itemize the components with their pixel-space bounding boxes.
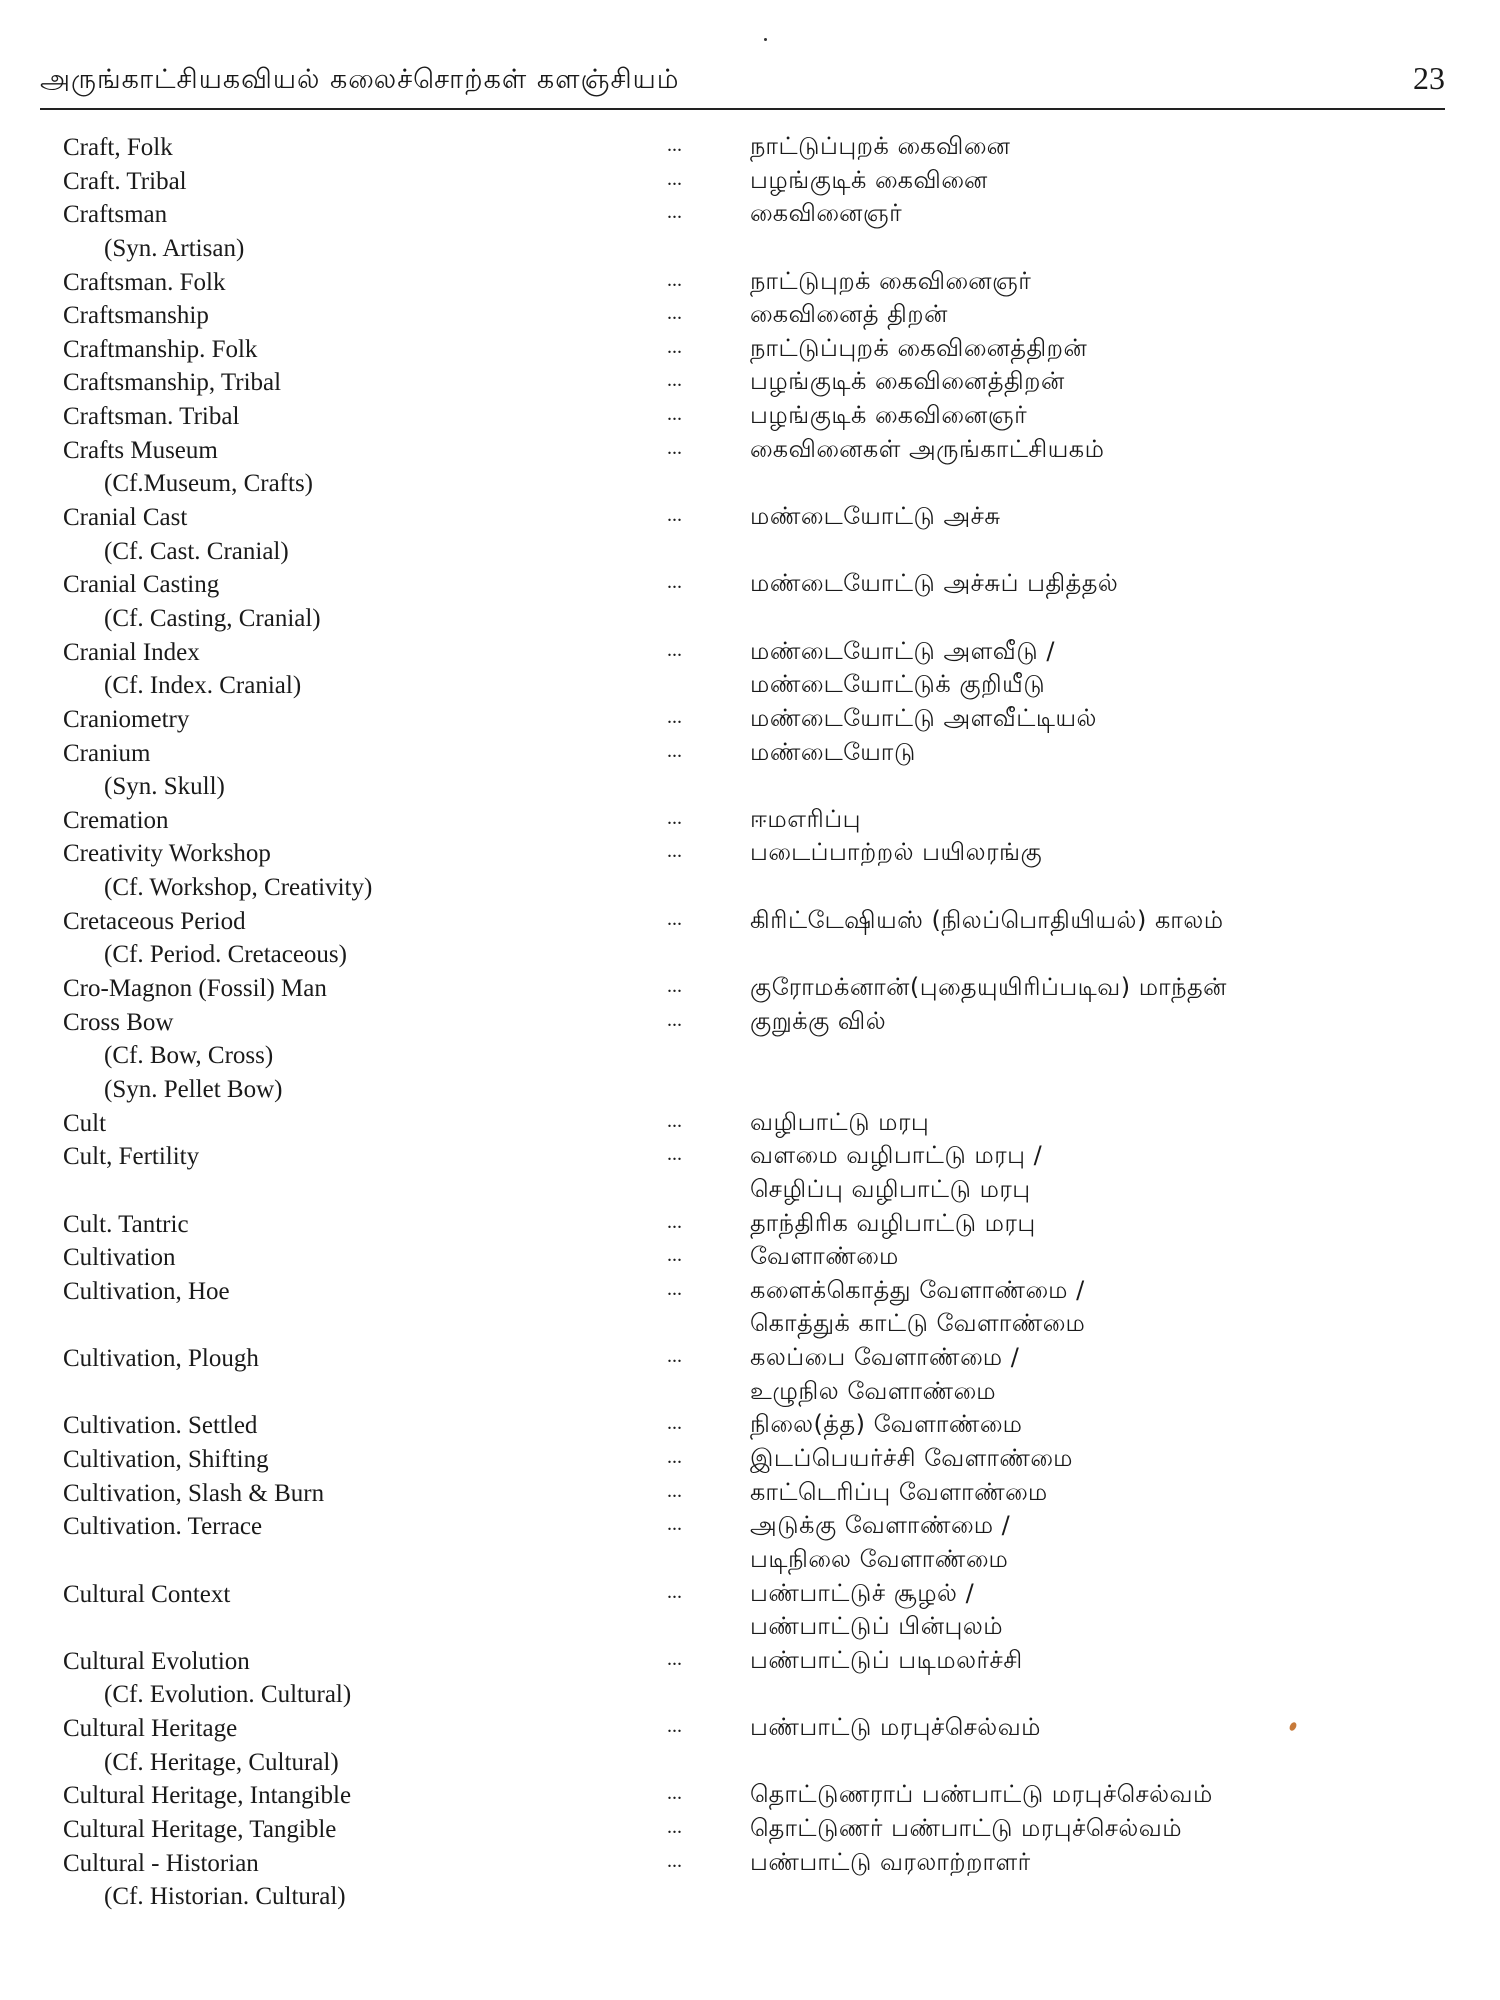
leader-dots: ... — [667, 302, 682, 325]
glossary-row — [0, 300, 1500, 334]
english-term: Cultural Evolution — [63, 1647, 250, 1675]
english-term: Craft. Tribal — [63, 167, 187, 195]
glossary-row — [0, 1040, 1500, 1074]
tamil-term: படைப்பாற்றல் பயிலரங்கு — [750, 838, 1043, 867]
english-term: Cultivation, Hoe — [63, 1277, 230, 1305]
glossary-row — [0, 1309, 1500, 1343]
tamil-term: வளமை வழிபாட்டு மரபு / — [750, 1141, 1043, 1170]
tamil-term: காட்டெரிப்பு வேளாண்மை — [750, 1477, 1048, 1506]
tamil-term: கைவினைத் திறன் — [750, 300, 948, 329]
glossary-row — [0, 603, 1500, 637]
cross-reference: (Cf. Bow, Cross) — [104, 1042, 274, 1070]
leader-dots: ... — [667, 268, 682, 291]
english-term: Cultural Heritage — [63, 1715, 238, 1743]
tamil-term: நாட்டுப்புறக் கைவினைத்திறன் — [750, 333, 1088, 362]
tamil-term: குறுக்கு வில் — [750, 1006, 887, 1035]
leader-dots: ... — [667, 638, 682, 661]
tamil-term: மண்டையோட்டு அளவீடு / — [750, 636, 1055, 665]
english-term: Craniometry — [63, 705, 190, 733]
tamil-term: தொட்டுணராப் பண்பாட்டு மரபுச்செல்வம் — [750, 1780, 1213, 1809]
leader-dots: ... — [667, 1210, 682, 1233]
english-term: Cross Bow — [63, 1008, 174, 1036]
leader-dots: ... — [667, 335, 682, 358]
leader-dots: ... — [667, 201, 682, 224]
tamil-term: பழங்குடிக் கைவினைஞர் — [750, 401, 1028, 430]
english-term: Cultivation — [63, 1244, 176, 1272]
tamil-term: உழுநில வேளாண்மை — [750, 1376, 997, 1405]
leader-dots: ... — [667, 1345, 682, 1368]
cross-reference: (Syn. Skull) — [104, 773, 225, 801]
leader-dots: ... — [667, 705, 682, 728]
tamil-term: பண்பாட்டுச் சூழல் / — [750, 1578, 975, 1607]
glossary-row — [0, 502, 1500, 536]
glossary-row — [0, 468, 1500, 502]
leader-dots: ... — [667, 1143, 682, 1166]
leader-dots: ... — [667, 1008, 682, 1031]
english-term: Cranium — [63, 739, 151, 767]
glossary-row — [0, 1343, 1500, 1377]
cross-reference: (Cf.Museum, Crafts) — [104, 470, 313, 498]
scan-dot — [764, 38, 767, 41]
cross-reference: (Cf. Index. Cranial) — [104, 672, 302, 700]
glossary-row — [0, 132, 1500, 166]
english-term: Crafts Museum — [63, 436, 218, 464]
english-term: Cultural Heritage, Tangible — [63, 1816, 337, 1844]
english-term: Cranial Cast — [63, 504, 188, 532]
tamil-term: மண்டையோடு — [750, 737, 916, 766]
tamil-term: கொத்துக் காட்டு வேளாண்மை — [750, 1309, 1086, 1338]
english-term: Cultural Context — [63, 1580, 231, 1608]
glossary-row — [0, 1747, 1500, 1781]
glossary-row — [0, 1814, 1500, 1848]
glossary-row — [0, 637, 1500, 671]
english-term: Cultivation, Shifting — [63, 1445, 269, 1473]
glossary-row — [0, 1007, 1500, 1041]
glossary-row — [0, 704, 1500, 738]
glossary-row — [0, 1377, 1500, 1411]
english-term: Cultural - Historian — [63, 1849, 259, 1877]
glossary-row — [0, 536, 1500, 570]
tamil-term: நாட்டுபுறக் கைவினைஞர் — [750, 266, 1032, 295]
glossary-row — [0, 1646, 1500, 1680]
leader-dots: ... — [667, 1244, 682, 1267]
glossary-row — [0, 334, 1500, 368]
english-term: Cultivation. Settled — [63, 1412, 258, 1440]
tamil-term: நிலை(த்த) வேளாண்மை — [750, 1410, 1023, 1439]
leader-dots: ... — [667, 436, 682, 459]
glossary-row — [0, 973, 1500, 1007]
tamil-term: தாந்திரிக வழிபாட்டு மரபு — [750, 1208, 1036, 1237]
glossary-row — [0, 906, 1500, 940]
tamil-term: பண்பாட்டு வரலாற்றாளர் — [750, 1847, 1031, 1876]
glossary-row — [0, 872, 1500, 906]
leader-dots: ... — [667, 1445, 682, 1468]
glossary-row — [0, 1276, 1500, 1310]
tamil-term: பழங்குடிக் கைவினை — [750, 165, 988, 194]
tamil-term: பண்பாட்டுப் பின்புலம் — [750, 1612, 1004, 1641]
english-term: Cult — [63, 1109, 107, 1137]
tamil-term: கைவினைகள் அருங்காட்சியகம் — [750, 434, 1105, 463]
tamil-term: பழங்குடிக் கைவினைத்திறன் — [750, 367, 1065, 396]
leader-dots: ... — [667, 134, 682, 156]
english-term: Cultivation. Terrace — [63, 1513, 263, 1541]
cross-reference: (Cf. Historian. Cultural) — [104, 1883, 346, 1911]
tamil-term: செழிப்பு வழிபாட்டு மரபு — [750, 1174, 1031, 1203]
glossary-row — [0, 435, 1500, 469]
cross-reference: (Cf. Workshop, Creativity) — [104, 874, 373, 902]
glossary-row — [0, 738, 1500, 772]
glossary-row — [0, 1848, 1500, 1882]
leader-dots: ... — [667, 1816, 682, 1839]
glossary-row — [0, 199, 1500, 233]
tamil-term: கிரிட்டேஷியஸ் (நிலப்பொதியியல்) காலம் — [750, 905, 1224, 934]
english-term: Creativity Workshop — [63, 840, 271, 868]
glossary-row — [0, 1108, 1500, 1142]
glossary-row — [0, 1444, 1500, 1478]
glossary-row — [0, 1141, 1500, 1175]
tamil-term: வேளாண்மை — [750, 1242, 899, 1271]
cross-reference: (Cf. Casting, Cranial) — [104, 604, 321, 632]
glossary-row — [0, 1511, 1500, 1545]
tamil-term: குரோமக்னான்(புதையுயிரிப்படிவ) மாந்தன் — [750, 973, 1227, 1002]
glossary-row — [0, 939, 1500, 973]
glossary-row — [0, 1242, 1500, 1276]
leader-dots: ... — [667, 806, 682, 829]
leader-dots: ... — [667, 1580, 682, 1603]
leader-dots: ... — [667, 739, 682, 762]
tamil-term: தொட்டுணர் பண்பாட்டு மரபுச்செல்வம் — [750, 1814, 1183, 1843]
glossary-row — [0, 1579, 1500, 1613]
glossary-row — [0, 267, 1500, 301]
english-term: Craftsman. Folk — [63, 268, 226, 296]
leader-dots: ... — [667, 1277, 682, 1300]
tamil-term: கைவினைஞர் — [750, 199, 903, 228]
leader-dots: ... — [667, 1109, 682, 1132]
tamil-term: படிநிலை வேளாண்மை — [750, 1544, 1009, 1573]
english-term: Cranial Index — [63, 638, 200, 666]
cross-reference: (Syn. Artisan) — [104, 234, 245, 262]
english-term: Cranial Casting — [63, 571, 220, 599]
leader-dots: ... — [667, 1715, 682, 1738]
glossary-row — [0, 1175, 1500, 1209]
tamil-term: மண்டையோட்டு அச்சுப் பதித்தல் — [750, 569, 1119, 598]
page-header — [40, 60, 1445, 110]
glossary-entries — [0, 132, 1500, 1915]
tamil-term: அடுக்கு வேளாண்மை / — [750, 1511, 1011, 1540]
leader-dots: ... — [667, 907, 682, 930]
leader-dots: ... — [667, 840, 682, 863]
english-term: Craftsman — [63, 201, 168, 229]
leader-dots: ... — [667, 167, 682, 190]
english-term: Craftsman. Tribal — [63, 403, 240, 431]
tamil-term: இடப்பெயர்ச்சி வேளாண்மை — [750, 1443, 1073, 1472]
leader-dots: ... — [667, 1412, 682, 1435]
english-term: Craft, Folk — [63, 134, 173, 161]
leader-dots: ... — [667, 1479, 682, 1502]
english-term: Cultivation, Plough — [63, 1345, 259, 1373]
tamil-term: கலப்பை வேளாண்மை / — [750, 1343, 1020, 1372]
tamil-term: ஈமஎரிப்பு — [750, 804, 861, 833]
tamil-term: நாட்டுப்புறக் கைவினை — [750, 132, 1011, 160]
leader-dots: ... — [667, 1782, 682, 1805]
glossary-row — [0, 771, 1500, 805]
glossary-row — [0, 1545, 1500, 1579]
leader-dots: ... — [667, 1647, 682, 1670]
glossary-row — [0, 1679, 1500, 1713]
glossary-row — [0, 1881, 1500, 1915]
cross-reference: (Syn. Pellet Bow) — [104, 1075, 283, 1103]
glossary-row — [0, 805, 1500, 839]
glossary-row — [0, 1410, 1500, 1444]
english-term: Cultivation, Slash & Burn — [63, 1479, 325, 1507]
english-term: Craftsmanship — [63, 302, 209, 330]
tamil-term: களைக்கொத்து வேளாண்மை / — [750, 1275, 1085, 1304]
english-term: Cremation — [63, 806, 169, 834]
page-title: அருங்காட்சியகவியல் கலைச்சொற்கள் களஞ்சியம் — [40, 64, 680, 95]
tamil-term: மண்டையோட்டு அச்சு — [750, 502, 1001, 531]
english-term: Cult. Tantric — [63, 1210, 189, 1238]
english-term: Cultural Heritage, Intangible — [63, 1782, 352, 1810]
cross-reference: (Cf. Period. Cretaceous) — [104, 941, 347, 969]
leader-dots: ... — [667, 369, 682, 392]
glossary-row — [0, 1713, 1500, 1747]
glossary-row — [0, 569, 1500, 603]
english-term: Craftsmanship, Tribal — [63, 369, 282, 397]
tamil-term: பண்பாட்டு மரபுச்செல்வம் — [750, 1713, 1041, 1742]
glossary-row — [0, 670, 1500, 704]
tamil-term: பண்பாட்டுப் படிமலர்ச்சி — [750, 1645, 1023, 1674]
cross-reference: (Cf. Heritage, Cultural) — [104, 1748, 339, 1776]
english-term: Cretaceous Period — [63, 907, 246, 935]
cross-reference: (Cf. Evolution. Cultural) — [104, 1681, 352, 1709]
leader-dots: ... — [667, 1849, 682, 1872]
page-number: 23 — [1413, 60, 1445, 96]
leader-dots: ... — [667, 975, 682, 998]
english-term: Cult, Fertility — [63, 1143, 200, 1171]
glossary-row — [0, 1780, 1500, 1814]
glossary-row — [0, 367, 1500, 401]
english-term: Cro-Magnon (Fossil) Man — [63, 975, 327, 1003]
leader-dots: ... — [667, 403, 682, 426]
glossary-row — [0, 1478, 1500, 1512]
glossary-row — [0, 838, 1500, 872]
tamil-term: மண்டையோட்டு அளவீட்டியல் — [750, 703, 1097, 732]
glossary-row — [0, 1074, 1500, 1108]
leader-dots: ... — [667, 571, 682, 594]
cross-reference: (Cf. Cast. Cranial) — [104, 537, 289, 565]
glossary-row — [0, 401, 1500, 435]
tamil-term: மண்டையோட்டுக் குறியீடு — [750, 670, 1046, 699]
glossary-row — [0, 233, 1500, 267]
leader-dots: ... — [667, 1513, 682, 1536]
english-term: Craftmanship. Folk — [63, 335, 258, 363]
glossary-row — [0, 166, 1500, 200]
glossary-row — [0, 1612, 1500, 1646]
tamil-term: வழிபாட்டு மரபு — [750, 1107, 930, 1136]
glossary-row — [0, 1209, 1500, 1243]
leader-dots: ... — [667, 504, 682, 527]
